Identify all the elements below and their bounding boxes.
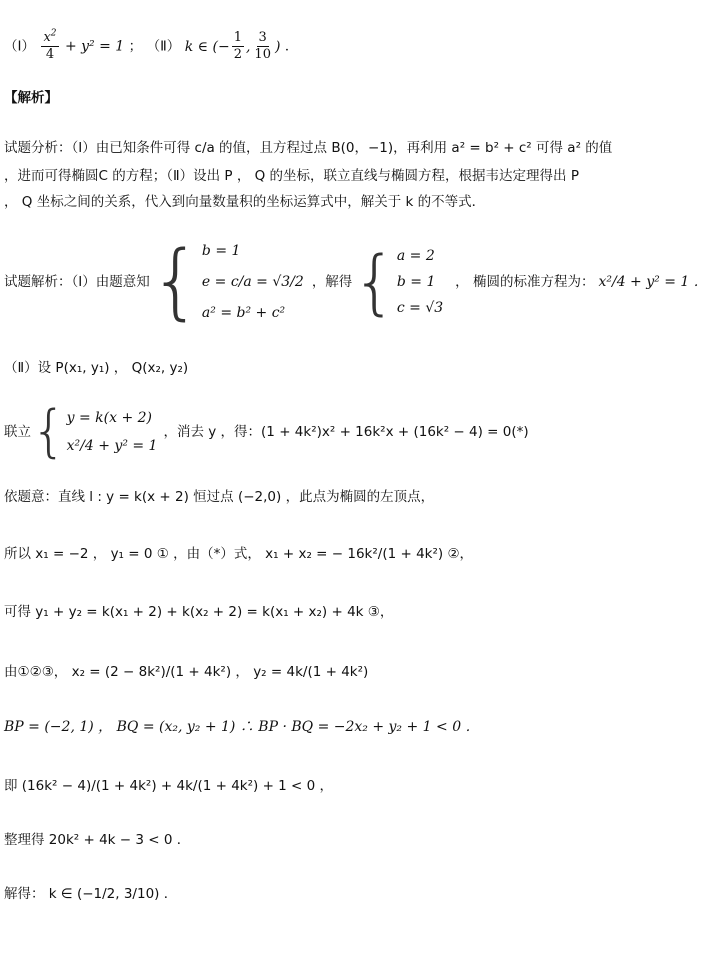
x1-value-line: 所以 x₁ = −2 ， y₁ = 0 ① ，由（*）式， x₁ + x₂ = − 16k²/(1 + 4k²) ②， (4, 546, 474, 562)
analysis-line-1: 试题分析：（Ⅰ）由已知条件可得 c/a 的值，且方程过点 B(0，−1)，再利用 a² = b² + c² 可得 a² 的值 (4, 140, 613, 156)
eliminate-equation: ，消去 y ，得：(1 + 4k²)x² + 16k²x + (16k² − 4) = 0(*) (163, 424, 529, 440)
system-2: { a = 2 b = 1 c = √3 (352, 241, 444, 323)
inequality-line: 即 (16k² − 4)/(1 + 4k²) + 4k/(1 + 4k²) + 1 < 0 ， (4, 778, 334, 794)
fraction-x2-over-4: $\frac{x^2}{4}$ (43, 28, 57, 62)
line-l-statement: 依题意：直线 l : y = k(x + 2) 恒过点 (−2,0) ，此点为椭圆的左顶点， (4, 489, 435, 505)
system-3: { y = k(x + 2) x²/4 + y² = 1 (31, 399, 158, 464)
analysis-line-2: ，进而可得椭圆C 的方程；（Ⅱ）设出 P ， Q 的坐标，联立直线与椭圆方程，根据韦达定理得出 P (4, 168, 579, 184)
y-sum-line: 可得 y₁ + y₂ = k(x₁ + 2) + k(x₂ + 2) = k(x₁ + x₂) + 4k ③， (4, 604, 394, 620)
simplify-line: 整理得 20k² + 4k − 3 < 0 ． (4, 832, 191, 848)
answer-part1-label: （Ⅰ） (4, 38, 35, 55)
answer-part2-label: （Ⅱ） (146, 38, 181, 55)
section-heading: 【解析】 (4, 90, 58, 106)
from-123-line: 由①②③， x₂ = (2 − 8k²)/(1 + 4k²) ， y₂ = 4k/(1 + 4k²) (4, 664, 369, 680)
ellipse-equation: x²/4 + y² = 1 ． (598, 274, 708, 290)
answer-line: （Ⅰ） $\frac{x^2}{4}$ + y² = 1 ； （Ⅱ） k ∈ (− $\frac{1}{2}$ , $\frac{3}{10}$ ) ． (4, 28, 299, 62)
answer-part2-range: k ∈ (− $\frac{1}{2}$ , $\frac{3}{10}$ ) (184, 30, 281, 62)
part2-set-points: （Ⅱ）设 P(x₁, y₁) ， Q(x₂, y₂) (4, 360, 189, 376)
system-3-line: 联立 { y = k(x + 2) x²/4 + y² = 1 ，消去 y ，得：(1 + 4k²)x² + 16k²x + (16k² − 4) = 0(*) (4, 399, 529, 464)
dot-product-line: BP = (−2, 1) ， BQ = (x₂, y₂ + 1) ∴ BP · BQ = −2x₂ + y₂ + 1 < 0 ． (4, 719, 480, 735)
final-answer-line: 解得： k ∈ (−1/2, 3/10) ． (4, 886, 178, 902)
system-1: { b = 1 e = c/a = √3/2 a² = b² + c² (149, 234, 304, 329)
analysis-line-3: ， Q 坐标之间的关系，代入到向量数量积的坐标运算式中，解关于 k 的不等式． (4, 194, 486, 210)
answer-part1-eq: + y² = 1 (64, 38, 125, 55)
solution-part1: 试题解析：（Ⅰ）由题意知 { b = 1 e = c/a = √3/2 a² = b² + c² ，解得 { a = 2 b = 1 c = √3 ， 椭圆的标准方程为： x²/4 + y² = 1 ． (4, 234, 708, 329)
